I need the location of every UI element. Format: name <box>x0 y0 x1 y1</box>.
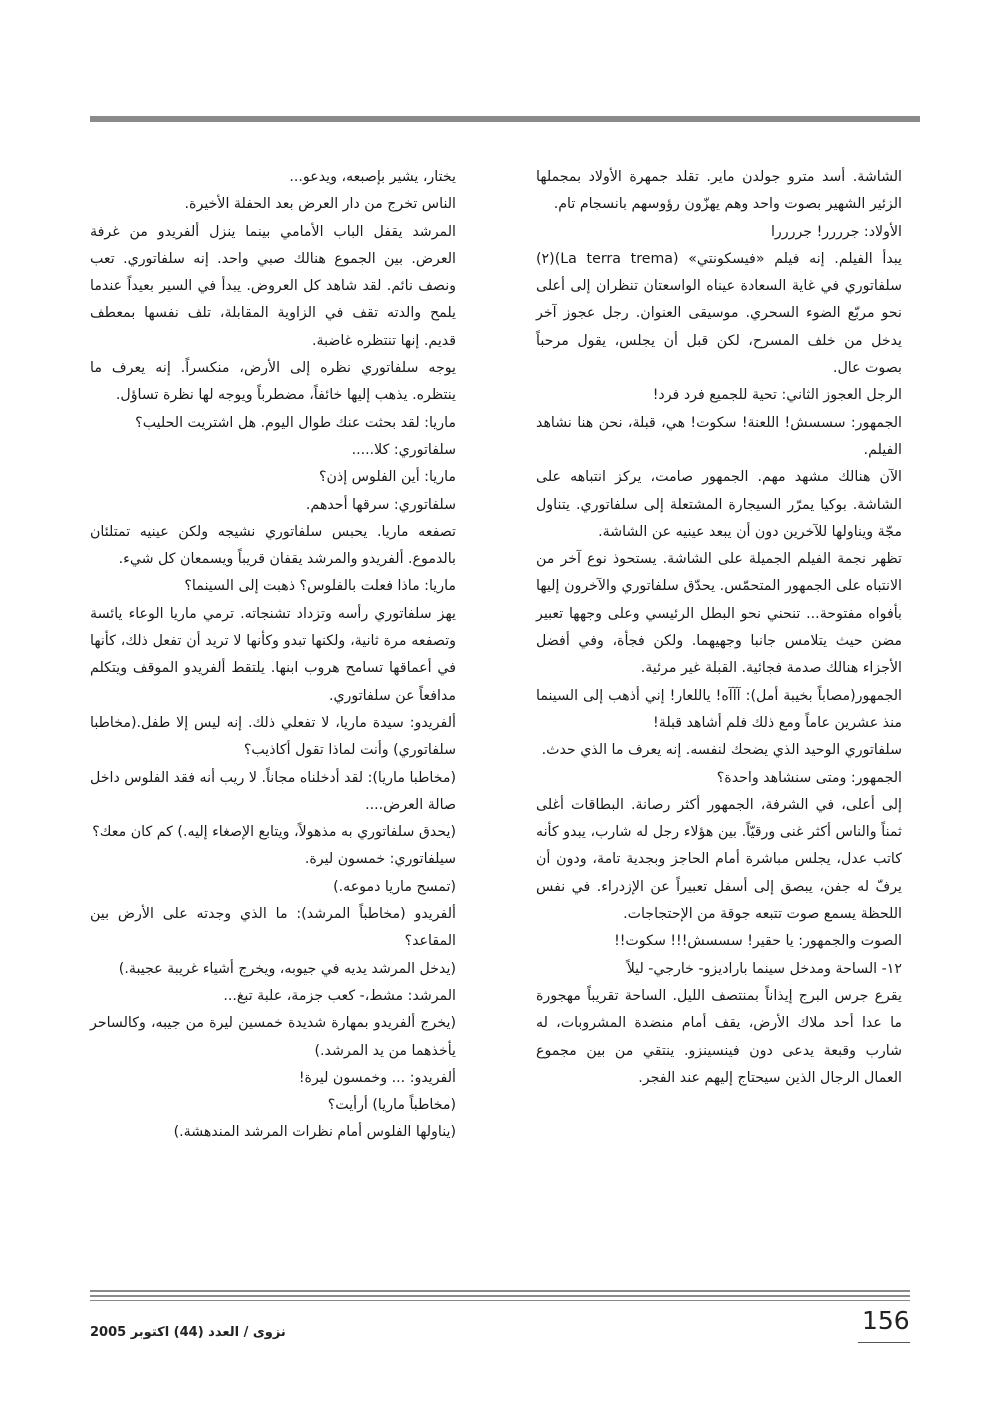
article-column-right <box>536 164 902 1092</box>
paragraph: يقرع جرس البرج إيذاناً بمنتصف الليل. الساحة تقريباً مهجورة ما عدا أحد ملاك الأرض، يقف أمام منضدة المشروبات، له شارب وقبعة يدعى دون فينسينزو. ينتقي من بين مجموع العمال الرجال الذين سيحتاج إليهم عند الفجر. <box>536 987 902 1086</box>
paragraph: الجمهور: سسسش! اللعنة! سكوت! هي، قبلة، نحن هنا نشاهد الفيلم. <box>536 414 902 458</box>
paragraph: (يخرج ألفريدو بمهارة شديدة خمسين ليرة من جيبه، وكالساحر يأخذهما من يد المرشد.) <box>90 1015 456 1059</box>
paragraph: الأولاد: جرررر! جررررا <box>770 223 902 240</box>
paragraph: يوجه سلفاتوري نظره إلى الأرض، منكسراً. إنه يعرف ما ينتظره. يذهب إليها خائفاً، مضطرباً ويوجه لها نظرة تساؤل. <box>90 360 456 404</box>
paragraph: ١٢- الساحة ومدخل سينما باراديزو- خارجي- ليلاً <box>626 960 902 977</box>
paragraph: ماريا: لقد بحثت عنك طوال اليوم. هل اشتريت الحليب؟ <box>135 414 456 431</box>
paragraph: (مخاطبا ماريا): لقد أدخلناه مجاناً. لا ريب أنه فقد الفلوس داخل صالة العرض.... <box>90 769 456 813</box>
paragraph: الآن هنالك مشهد مهم. الجمهور صامت، يركز انتباهه على الشاشة. بوكيا يمرّر السيجارة المشتعلة إلى سلفاتوري. يتناول مجّة ويناولها للآخرين دون أن يبعد عينيه عن الشاشة. <box>536 469 902 540</box>
paragraph: سلفاتوري الوحيد الذي يضحك لنفسه. إنه يعرف ما الذي حدث. <box>541 742 902 759</box>
paragraph: الجمهور(مصاباً بخيبة أمل): آآآه! ياللعار! إني أذهب إلى السينما منذ عشرين عاماً ومع ذلك فلم أشاهد قبلة! <box>536 687 902 731</box>
paragraph: تصفعه ماريا. يحبس سلفاتوري نشيجه ولكن عينيه تمتلئان بالدموع. ألفريدو والمرشد يقفان قريباً ويسمعان كل شيء. <box>90 523 456 568</box>
footer-rule <box>90 1295 910 1297</box>
paragraph: (يدخل المرشد يديه في جيوبه، ويخرج أشياء غريبة عجيبة.) <box>118 960 456 977</box>
paragraph: تظهر نجمة الفيلم الجميلة على الشاشة. يستحوذ نوع آخر من الانتباه على الجمهور المتحمّس. يحدّق سلفاتوري والآخرون إليها بأفواه مفتوحة... تنحني نحو البطل الرئيسي وعلى وجهها تعبير مضن حيث يتلامس جانبا وجهيهما. ولكن فجأة، وفي أفضل الأجزاء هنالك صدمة فجائية. القبلة غير مرئية. <box>536 551 902 677</box>
top-rule <box>90 116 920 122</box>
paragraph: ألفريدو (مخاطباً المرشد): ما الذي وجدته على الأرض بين المقاعد؟ <box>90 906 456 950</box>
page-number: 156 <box>862 1306 910 1335</box>
footer-rule <box>90 1300 910 1301</box>
paragraph: المرشد يقفل الباب الأمامي بينما ينزل ألفريدو من غرفة العرض. بين الجموع هنالك صبي واحد. إنه سلفاتوري. تعب ونصف نائم. لقد شاهد كل العروض. يبدأ في السير بعيداً عندما يلمح والدته تقف في الزاوية المقابلة، تلف نفسها بمعطف قديم. إنها تنتظره غاضبة. <box>90 223 456 349</box>
paragraph: (مخاطباً ماريا) أرأيت؟ <box>327 1097 456 1114</box>
paragraph: الناس تخرج من دار العرض بعد الحفلة الأخيرة. <box>184 196 456 213</box>
paragraph: الصوت والجمهور: يا حقير! سسسش!!! سكوت!! <box>614 933 902 950</box>
paragraph: سلفاتوري: كلا..... <box>351 441 456 458</box>
paragraph: إلى أعلى، في الشرفة، الجمهور أكثر رصانة. البطاقات أغلى ثمناً والناس أكثر غنى ورقيّاً. بين هؤلاء رجل له شارب، يبدو كأنه كاتب عدل، يجلس مباشرة أمام الحاجز وبجدية تامة، ودون أن يرفّ له جفن، يبصق إلى أسفل تعبيراً عن الإزدراء. في نفس اللحظة يسمع صوت تتبعه جوقة من الإحتجاجات. <box>536 796 902 923</box>
paragraph: يهز سلفاتوري رأسه وتزداد تشنجاته. ترمي ماريا الوعاء يائسة وتصفعه مرة ثانية، ولكنها تبدو وكأنها لا تريد أن تفعل ذلك، كأنها في أعماقها تسامح هروب ابنها. يلتقط ألفريدو الموقف ويتكلم مدافعاً عن سلفاتوري. <box>90 605 456 704</box>
paragraph: ماريا: ماذا فعلت بالفلوس؟ ذهبت إلى السينما؟ <box>184 578 456 595</box>
paragraph: (يحدق سلفاتوري به مذهولاً، ويتابع الإصغاء إليه.) كم كان معك؟ <box>92 824 456 841</box>
paragraph: المرشد: مشط،- كعب جزمة، علبة تبغ... <box>223 987 456 1004</box>
footer-rule <box>90 1290 910 1292</box>
paragraph: ألفريدو: سيدة ماريا، لا تفعلي ذلك. إنه ليس إلا طفل.(مخاطبا سلفاتوري) وأنت لماذا تقول أكاذيب؟ <box>90 714 456 759</box>
paragraph: الجمهور: ومتى سنشاهد واحدة؟ <box>716 769 902 786</box>
paragraph: الشاشة. أسد مترو جولدن ماير. تقلد جمهرة الأولاد بمجملها الزئير الشهير بصوت واحد وهم يهزّون رؤوسهم بانسجام تام. <box>536 169 902 213</box>
paragraph: سيلفاتوري: خمسون ليرة. <box>304 851 456 868</box>
paragraph: ماريا: أين الفلوس إذن؟ <box>318 469 456 486</box>
paragraph: سلفاتوري: سرقها أحدهم. <box>305 496 456 513</box>
paragraph: (تمسح ماريا دموعه.) <box>333 878 456 895</box>
issue-line: نزوى / العدد (44) اكتوبر 2005 <box>90 1325 286 1340</box>
paragraph: (يناولها الفلوس أمام نظرات المرشد المندهشة.) <box>173 1124 456 1141</box>
article-column-left <box>90 164 456 1147</box>
paragraph: يبدأ الفيلم. إنه فيلم «فيسكونتي» (La terra trema)(٢) سلفاتوري في غاية السعادة عيناه الواسعتان تنظران إلى أعلى نحو مربّع الضوء السحري. موسيقى العنوان. رجل عجوز آخر يدخل من خلف المسرح، لكن قبل أن يجلس، يقول مرحباً بصوت عال. <box>536 250 902 377</box>
page-number-underline <box>858 1342 910 1343</box>
paragraph: الرجل العجوز الثاني: تحية للجميع فرد فرد! <box>652 387 902 404</box>
paragraph: ألفريدو: ... وخمسون ليرة! <box>298 1069 456 1086</box>
paragraph: يختار، يشير بإصبعه، ويدعو... <box>289 169 456 185</box>
